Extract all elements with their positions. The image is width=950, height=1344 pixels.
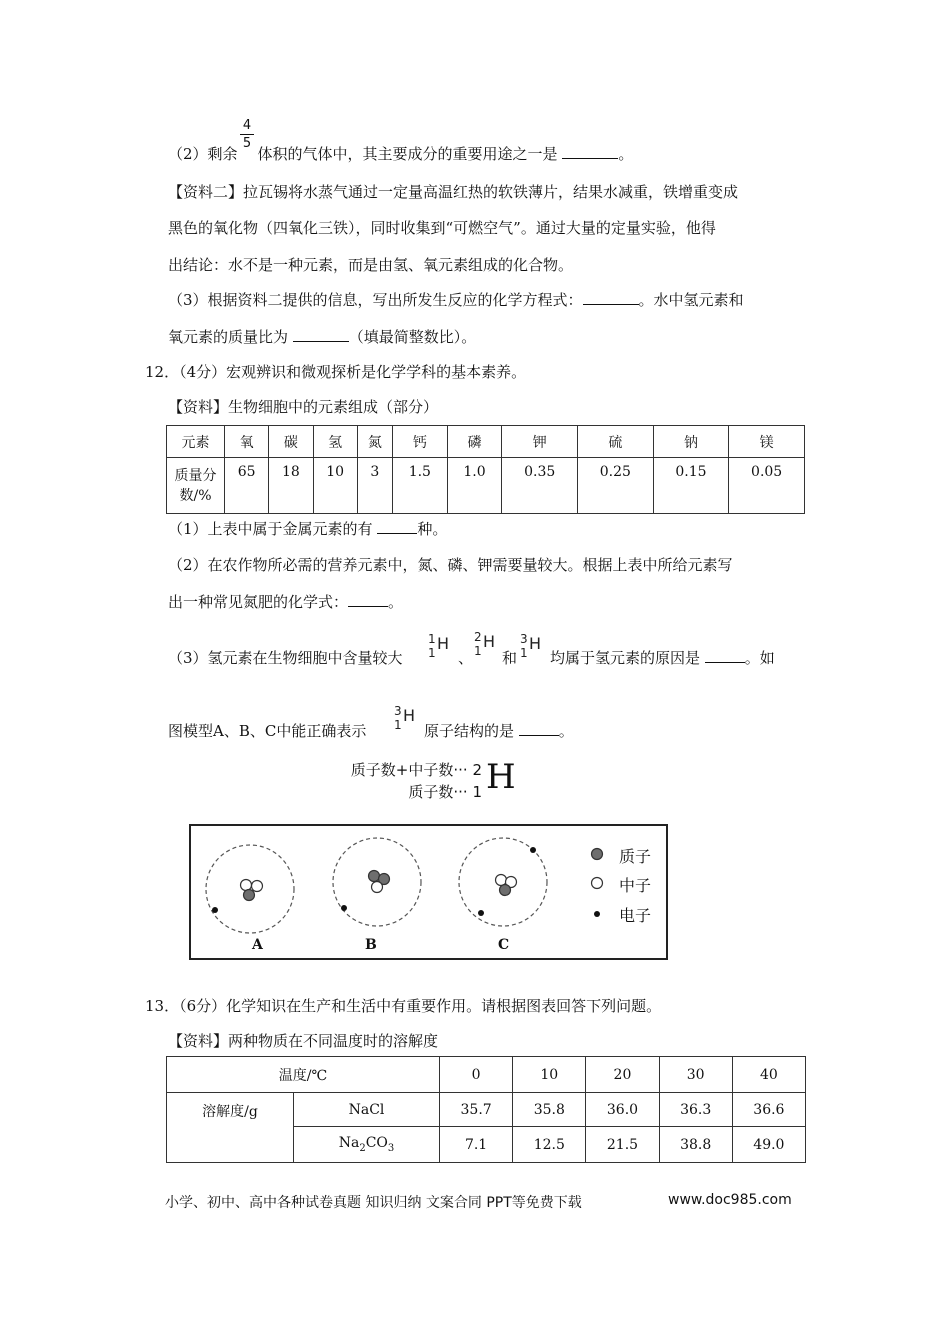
q12-p3-text-b: 均属于氢元素的原因是: [550, 649, 705, 667]
notation-label1-text: 质子数+中子数···: [350, 761, 468, 779]
table-cell: 碳: [269, 426, 313, 458]
q12-p3-line2-c: 。: [558, 722, 574, 740]
q12-part2-line1: （2）在农作物所必需的营养元素中，氮、磷、钾需要量较大。根据上表中所给元素写: [168, 556, 733, 574]
table-cell: 氮: [357, 426, 392, 458]
electron-b: [341, 905, 347, 911]
isotope-z: 1: [474, 644, 482, 658]
formula-part: Na: [338, 1135, 360, 1152]
q12-p3-line2-b: 原子结构的是: [424, 722, 519, 740]
table-cell: 钙: [393, 426, 448, 458]
table-cell: 钾: [502, 426, 578, 458]
table-cell: 硫: [578, 426, 654, 458]
table-row: [167, 426, 805, 458]
solubility-table: [166, 1056, 806, 1163]
table-cell: 36.6: [732, 1093, 805, 1127]
material2-line3: 出结论：水不是一种元素，而是由氢、氧元素组成的化合物。: [168, 256, 574, 274]
table-cell: 3: [357, 458, 392, 514]
table-header-element: 元素: [167, 426, 225, 458]
table-cell: 1.5: [393, 458, 448, 514]
table-cell: 18: [269, 458, 313, 514]
electron-c2: [478, 910, 484, 916]
answer-blank[interactable]: [377, 519, 417, 534]
footer-url[interactable]: www.doc985.com: [668, 1192, 792, 1208]
isotope-symbol: H: [437, 634, 450, 653]
isotope-symbol: H: [529, 634, 542, 653]
table-cell: 36.3: [659, 1093, 732, 1127]
electron-a: [212, 907, 218, 913]
q12-p3-text-c: 。如: [744, 649, 775, 667]
solubility-header: 溶解度/g: [167, 1093, 294, 1163]
legend-neutron-icon: [592, 878, 603, 889]
isotope-h3: [520, 632, 550, 666]
proton-b1: [369, 871, 380, 882]
model-label-b: B: [365, 937, 377, 953]
isotope-z: 1: [428, 646, 436, 660]
q11-p2-end: 。: [618, 145, 634, 163]
table-cell: 氧: [225, 426, 269, 458]
material2-line2: 黑色的氧化物（四氧化三铁），同时收集到“可燃空气”。通过大量的定量实验，他得: [168, 219, 716, 237]
table-cell: 10: [313, 458, 357, 514]
q12-material: 【资料】生物细胞中的元素组成（部分）: [168, 398, 439, 416]
q12-p3-sep: 、: [458, 649, 474, 667]
fraction-denominator: 5: [242, 136, 252, 151]
material2-line1: 【资料二】拉瓦锡将水蒸气通过一定量高温红热的软铁薄片，结果水减重，铁增重变成: [168, 183, 739, 201]
legend-proton-icon: [592, 849, 603, 860]
substance-nacl: NaCl: [294, 1093, 440, 1127]
q11-p3-text-b: 。水中氢元素和: [638, 291, 744, 309]
answer-blank[interactable]: [562, 144, 618, 159]
answer-blank[interactable]: [705, 648, 745, 663]
neutron-b: [372, 882, 383, 893]
electron-c1: [530, 847, 536, 853]
q12-part1: [168, 518, 447, 539]
nuclide-notation-figure: [330, 757, 530, 805]
table-cell: 0.05: [729, 458, 805, 514]
q12-p3-tail: [550, 647, 775, 668]
q11-p3-text-a: （3）根据资料二提供的信息，写出所发生反应的化学方程式：: [168, 291, 583, 309]
q12-p3-text-a: （3）氢元素在生物细胞中含量较大: [168, 649, 403, 667]
table-cell: 10: [513, 1057, 586, 1093]
q11-p3-text-c: 氧元素的质量比为: [168, 328, 293, 346]
table-row: [167, 1057, 806, 1093]
q12-p3-line2-tail: [424, 720, 574, 741]
q11-part3-line2: [168, 326, 476, 347]
table-cell: 镁: [729, 426, 805, 458]
isotope-mass: 2: [474, 630, 482, 644]
substance-na2co3: [294, 1127, 440, 1163]
q11-p2-suffix: 体积的气体中，其主要成分的重要用途之一是: [257, 145, 563, 163]
isotope-mass: 3: [394, 704, 402, 718]
table-cell: 0: [440, 1057, 513, 1093]
table-cell: 12.5: [513, 1127, 586, 1163]
q12-p1-text-b: 种。: [417, 520, 448, 538]
answer-blank[interactable]: [293, 327, 349, 342]
table-cell: 35.8: [513, 1093, 586, 1127]
model-label-a: A: [252, 937, 263, 953]
table-cell: 0.35: [502, 458, 578, 514]
isotope-symbol: H: [403, 706, 416, 725]
table-row: [167, 1093, 806, 1127]
table-cell: 38.8: [659, 1127, 732, 1163]
notation-label1: [351, 759, 482, 780]
model-label-c: C: [498, 937, 510, 953]
proton-a: [244, 890, 255, 901]
table-cell: 磷: [447, 426, 502, 458]
answer-blank[interactable]: [348, 592, 388, 607]
isotope-h1: [428, 632, 458, 666]
isotope-z: 1: [394, 718, 402, 732]
table-cell: 1.0: [447, 458, 502, 514]
table-cell: 钠: [653, 426, 729, 458]
table-row: [167, 458, 805, 514]
isotope-mass: 1: [428, 632, 436, 646]
isotope-h3-question: [394, 704, 424, 738]
notation-label2-text: 质子数···: [408, 783, 468, 801]
table-cell: 40: [732, 1057, 805, 1093]
q12-p1-text-a: （1）上表中属于金属元素的有: [168, 520, 378, 538]
formula-sub: 3: [387, 1142, 395, 1154]
notation-symbol: H: [486, 757, 516, 797]
mass-header-line2: 数/%: [179, 487, 212, 504]
q13-material: 【资料】两种物质在不同温度时的溶解度: [168, 1032, 439, 1050]
table-cell: 氢: [313, 426, 357, 458]
isotope-h2: [474, 630, 504, 664]
q11-p2-prefix: （2）剩余: [168, 145, 238, 163]
table-cell: 21.5: [586, 1127, 659, 1163]
table-cell: 20: [586, 1057, 659, 1093]
q12-p3-and: 和: [502, 649, 518, 667]
element-table: [166, 425, 805, 514]
formula-sub: 2: [359, 1142, 366, 1154]
q12-part2-line2: [168, 591, 403, 612]
notation-val2: 1: [472, 783, 482, 801]
formula-part: CO: [365, 1135, 388, 1152]
table-cell: 36.0: [586, 1093, 659, 1127]
table-header-mass: [167, 458, 225, 514]
q11-p3-text-d: （填最简整数比）。: [348, 328, 477, 346]
answer-blank[interactable]: [583, 290, 639, 305]
neutron-a2: [252, 881, 263, 892]
q11-part3-line1: [168, 289, 744, 310]
table-cell: 65: [225, 458, 269, 514]
temperature-header: 温度/℃: [167, 1057, 440, 1093]
neutron-a1: [241, 880, 252, 891]
table-cell: 0.25: [578, 458, 654, 514]
table-cell: 0.15: [653, 458, 729, 514]
legend-neutron-label: 中子: [619, 876, 652, 895]
isotope-symbol: H: [483, 632, 496, 651]
notation-val1: 2: [472, 761, 482, 779]
proton-c: [500, 885, 511, 896]
notation-label2: [408, 781, 482, 802]
isotope-mass: 3: [520, 632, 528, 646]
neutron-c1: [496, 875, 507, 886]
fraction-numerator: 4: [242, 118, 252, 133]
q13-title: 13．（6分）化学知识在生产和生活中有重要作用。请根据图表回答下列问题。: [145, 997, 662, 1015]
footer-text: 小学、初中、高中各种试卷真题 知识归纳 文案合同 PPT等免费下载: [165, 1195, 582, 1211]
q12-p2-text-b: 。: [388, 593, 404, 611]
legend-electron-icon: [594, 911, 600, 917]
q12-p3-line2-a: 图模型A、B、C中能正确表示: [168, 722, 367, 740]
legend-electron-label: 电子: [619, 906, 652, 925]
table-cell: 49.0: [732, 1127, 805, 1163]
legend-proton-label: 质子: [619, 847, 652, 866]
q11-part2: [168, 143, 633, 164]
answer-blank[interactable]: [519, 721, 559, 736]
q12-p2-text-a: 出一种常见氮肥的化学式：: [168, 593, 349, 611]
mass-header-line1: 质量分: [174, 467, 217, 484]
q12-title: 12．（4分）宏观辨识和微观探析是化学学科的基本素养。: [145, 363, 527, 381]
table-cell: 30: [659, 1057, 732, 1093]
table-cell: 35.7: [440, 1093, 513, 1127]
table-cell: 7.1: [440, 1127, 513, 1163]
fraction-four-fifths: [240, 118, 254, 151]
isotope-z: 1: [520, 646, 528, 660]
atom-models-figure: [189, 824, 668, 960]
